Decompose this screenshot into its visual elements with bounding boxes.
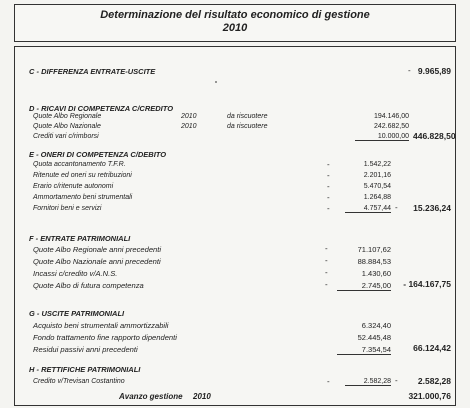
section-c-label: C - DIFFERENZA ENTRATE-USCITE: [29, 67, 156, 76]
section-e-item-sign: -: [327, 204, 330, 213]
section-h-total-sign: -: [395, 376, 398, 385]
section-g-item-label: Residui passivi anni precedenti: [33, 345, 138, 354]
section-d-item-note: da riscuotere: [227, 113, 268, 120]
section-g-total: 66.124,42: [413, 343, 451, 353]
section-h-label: H - RETTIFICHE PATRIMONIALI: [29, 365, 141, 374]
section-e-item-label: Ammortamento beni strumentali: [33, 194, 133, 201]
section-g-item-value: 7.354,54: [337, 345, 391, 355]
section-f-item-value: 1.430,60: [361, 269, 391, 278]
section-c-sign: -: [408, 66, 411, 75]
section-f-item-value: 88.884,53: [357, 257, 391, 266]
section-g-item-value: 6.324,40: [361, 321, 391, 330]
section-e-item-label: Erario c/ritenute autonomi: [33, 183, 114, 190]
scan-speck: [215, 81, 217, 83]
section-e-item-sign: -: [327, 160, 330, 169]
section-d-item-note: da riscuotere: [227, 123, 268, 130]
section-f-item-label: Quote Albo Regionale anni precedenti: [33, 245, 162, 254]
section-d-item-year: 2010: [181, 113, 197, 120]
section-d-item-value: 10.000,00: [355, 133, 409, 141]
section-e-item-label: Fornitori beni e servizi: [33, 205, 102, 212]
title-box: [14, 4, 456, 42]
section-g-item-label: Acquisto beni strumentali ammortizzabili: [33, 321, 169, 330]
page-year: 2010: [222, 22, 248, 34]
section-e-item-sign: -: [327, 171, 330, 180]
section-h-item-value: 2.582,28: [345, 378, 391, 386]
section-g-item-label: Fondo trattamento fine rapporto dipendenti: [33, 333, 177, 342]
statement-frame: [14, 46, 456, 406]
section-d-item-label: Quote Albo Regionale: [33, 113, 102, 120]
section-f-label: F - ENTRATE PATRIMONIALI: [29, 234, 131, 243]
footer-label: Avanzo gestione: [119, 392, 183, 401]
section-f-item-label: Incassi c/credito v/A.N.S.: [33, 269, 118, 278]
section-d-item-value: 242.682,50: [373, 123, 409, 130]
section-f-item-label: Quote Albo di futura competenza: [33, 281, 144, 290]
section-h-item-label: Credito v/Trevisan Costantino: [33, 378, 125, 385]
section-e-item-sign: -: [327, 182, 330, 191]
section-f-item-value: 2.745,00: [337, 281, 391, 291]
section-d-label: D - RICAVI DI COMPETENZA C/CREDITO: [29, 104, 174, 113]
section-e-label: E - ONERI DI COMPETENZA C/DEBITO: [29, 150, 167, 159]
section-g-item-value: 52.445,48: [357, 333, 391, 342]
section-f-item-sign: -: [325, 256, 328, 265]
section-h-total: 2.582,28: [417, 376, 451, 386]
section-h-item-sign: -: [327, 377, 330, 386]
section-d-item-value: 194.146,00: [373, 113, 409, 120]
section-e-item-value: 1.542,22: [363, 161, 391, 168]
section-d-item-label: Quote Albo Nazionale: [33, 123, 101, 130]
section-d-item-label: Crediti vari c/rimborsi: [33, 133, 99, 140]
document-page: [6, 4, 464, 404]
section-f-item-sign: -: [325, 280, 328, 289]
section-e-item-value: 1.264,88: [363, 194, 391, 201]
section-e-item-label: Ritenute ed oneri su retribuzioni: [33, 172, 132, 179]
section-f-item-value: 71.107,62: [357, 245, 391, 254]
footer-total: 321.000,76: [408, 391, 451, 401]
section-e-item-value: 4.757,44: [345, 205, 391, 213]
section-e-total: 15.236,24: [413, 203, 451, 213]
section-d-total: 446.828,50: [413, 131, 456, 141]
section-f-item-sign: -: [325, 244, 328, 253]
footer-year: 2010: [193, 392, 211, 401]
section-e-item-value: 5.470,54: [363, 183, 391, 190]
section-e-total-sign: -: [395, 203, 398, 212]
section-e-item-sign: -: [327, 193, 330, 202]
section-f-item-label: Quote Albo Nazionale anni precedenti: [33, 257, 161, 266]
section-f-item-sign: -: [325, 268, 328, 277]
section-f-total: - 164.167,75: [403, 279, 451, 289]
page-title: Determinazione del risultato economico di gestione: [100, 9, 370, 21]
section-c-total: 9.965,89: [417, 66, 451, 76]
section-g-label: G - USCITE PATRIMONIALI: [29, 309, 125, 318]
section-e-item-label: Quota accantonamento T.F.R.: [33, 161, 126, 168]
section-e-item-value: 2.201,16: [363, 172, 391, 179]
section-d-item-year: 2010: [181, 123, 197, 130]
